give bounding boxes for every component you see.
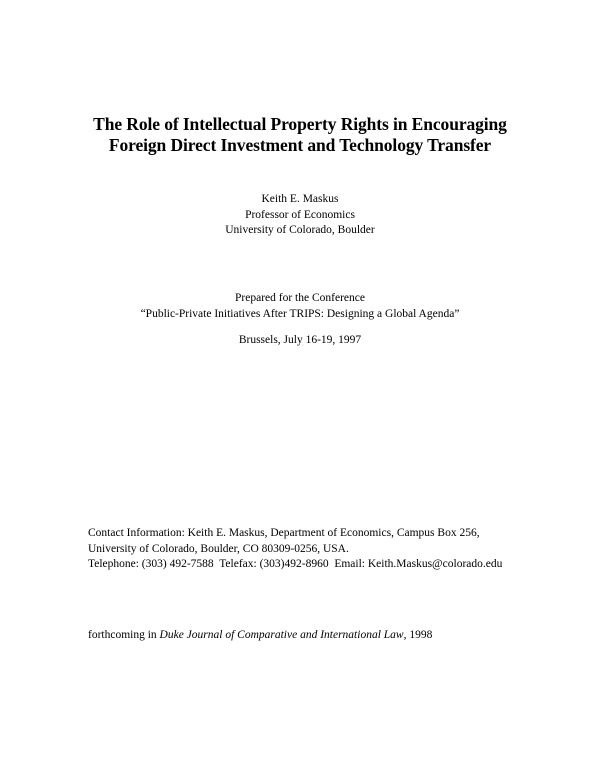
conference-block bbox=[0, 291, 600, 322]
page-title bbox=[0, 114, 600, 156]
author-name: Keith E. Maskus bbox=[261, 193, 339, 205]
conference-name: “Public-Private Initiatives After TRIPS: Designing a Global Agenda” bbox=[140, 307, 460, 320]
publication-suffix: , 1998 bbox=[403, 629, 433, 641]
title-line-2: Foreign Direct Investment and Technology Transfer bbox=[108, 135, 492, 155]
contact-line-3: Telephone: (303) 492-7588 Telefax: (303)492-8960 Email: Keith.Maskus@colorado.edu bbox=[88, 558, 503, 570]
contact-block bbox=[88, 526, 588, 573]
title-line-1: The Role of Intellectual Property Rights in Encouraging bbox=[93, 114, 507, 134]
publication-journal: Duke Journal of Comparative and International Law bbox=[159, 629, 404, 641]
conference-location-date: Brussels, July 16-19, 1997 bbox=[238, 334, 362, 346]
author-block bbox=[0, 192, 600, 239]
contact-line-2: University of Colorado, Boulder, CO 80309-0256, USA. bbox=[88, 542, 349, 555]
contact-line-1: Contact Information: Keith E. Maskus, Department of Economics, Campus Box 256, bbox=[88, 527, 480, 539]
publication-note bbox=[88, 628, 588, 644]
author-position: Professor of Economics bbox=[245, 208, 355, 221]
publication-prefix: forthcoming in bbox=[88, 629, 160, 641]
conference-prepared-for: Prepared for the Conference bbox=[235, 292, 365, 304]
author-affiliation: University of Colorado, Boulder bbox=[225, 224, 375, 236]
